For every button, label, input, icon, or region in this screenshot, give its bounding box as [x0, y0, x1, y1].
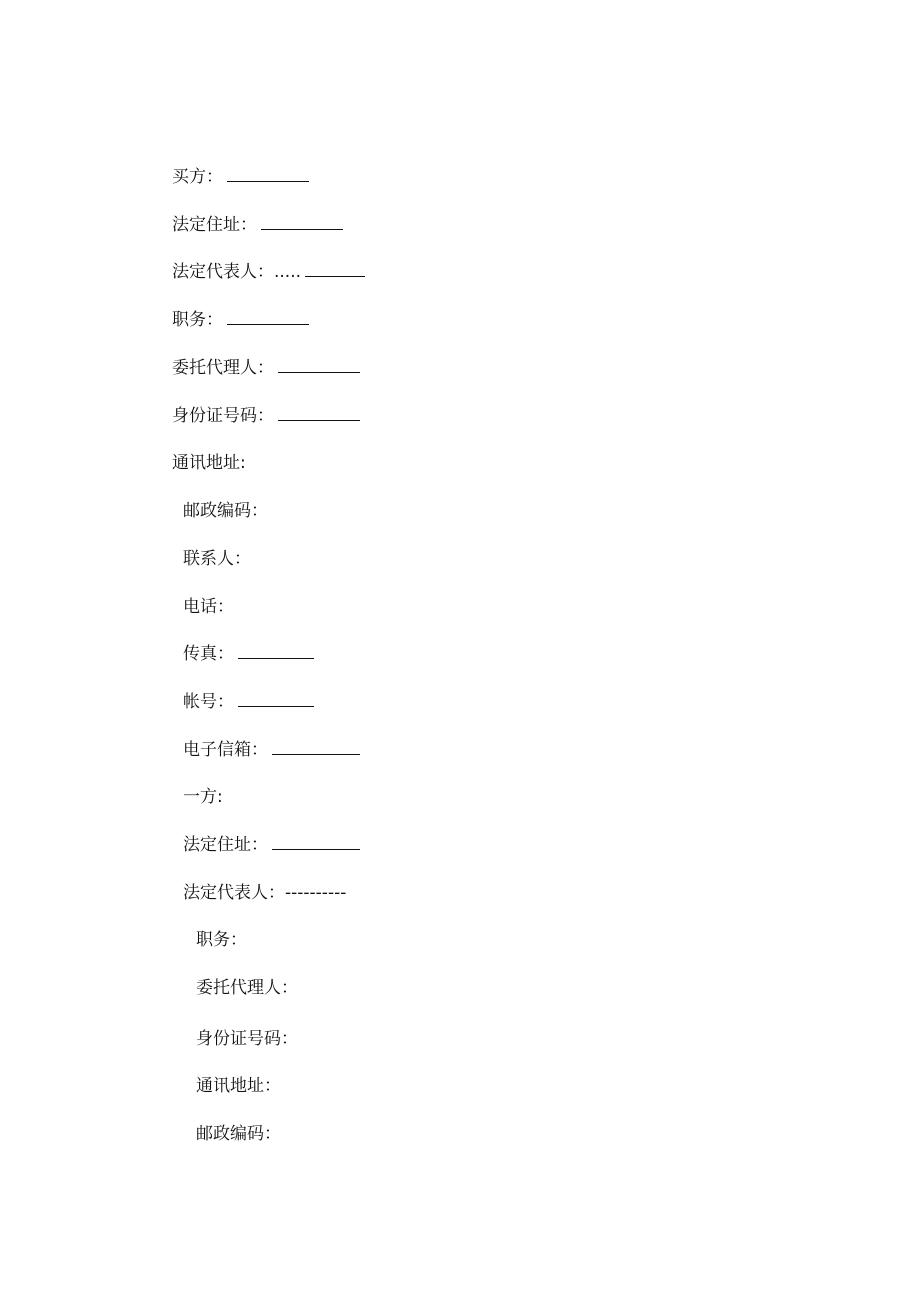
other-agent-line — [196, 977, 298, 999]
buyer-legal-rep-label: 法定代表人： — [172, 262, 274, 282]
other-legal-address-blank[interactable] — [272, 835, 360, 850]
other-legal-rep-line — [183, 882, 346, 904]
buyer-id-blank[interactable] — [278, 406, 360, 421]
buyer-mail-address-line — [172, 452, 246, 474]
other-agent-label: 委托代理人： — [196, 978, 298, 998]
buyer-account-label: 帐号： — [183, 692, 234, 712]
other-legal-address-label: 法定住址： — [183, 835, 268, 855]
buyer-agent-blank[interactable] — [278, 358, 360, 373]
other-legal-rep-dashes: ---------- — [285, 883, 347, 903]
other-position-label: 职务： — [196, 930, 247, 950]
buyer-position-line — [172, 309, 309, 331]
buyer-legal-rep-dots: ..... — [274, 262, 302, 282]
buyer-fax-label: 传真： — [183, 644, 234, 664]
buyer-phone-label: 电话： — [183, 597, 234, 617]
buyer-legal-rep-blank[interactable] — [305, 262, 365, 277]
buyer-account-blank[interactable] — [238, 692, 314, 707]
buyer-legal-address-blank[interactable] — [261, 215, 343, 230]
other-postcode-label: 邮政编码： — [196, 1124, 281, 1144]
buyer-postcode-label: 邮政编码： — [183, 501, 268, 521]
buyer-agent-line — [172, 357, 360, 379]
other-mail-address-label: 通讯地址： — [196, 1076, 281, 1096]
buyer-party-label: 买方： — [172, 167, 223, 187]
buyer-phone-line — [183, 596, 234, 618]
buyer-legal-address-label: 法定住址： — [172, 215, 257, 235]
other-legal-address-line — [183, 834, 360, 856]
buyer-postcode-line — [183, 500, 268, 522]
buyer-legal-rep-line — [172, 261, 365, 283]
buyer-email-line — [183, 739, 360, 761]
buyer-contact-label: 联系人： — [183, 549, 251, 569]
buyer-legal-address-line — [172, 214, 343, 236]
buyer-email-label: 电子信箱： — [183, 740, 268, 760]
buyer-fax-blank[interactable] — [238, 644, 314, 659]
other-party-label: 一方: — [183, 787, 223, 807]
buyer-mail-address-label: 通讯地址: — [172, 453, 246, 473]
buyer-position-label: 职务： — [172, 310, 223, 330]
buyer-email-blank[interactable] — [272, 740, 360, 755]
other-id-line — [196, 1028, 298, 1050]
buyer-party-blank[interactable] — [227, 167, 309, 182]
buyer-id-label: 身份证号码： — [172, 406, 274, 426]
other-id-label: 身份证号码： — [196, 1029, 298, 1049]
buyer-contact-line — [183, 548, 251, 570]
buyer-fax-line — [183, 643, 314, 665]
buyer-party-line — [172, 166, 309, 188]
other-party-line — [183, 786, 223, 808]
buyer-agent-label: 委托代理人： — [172, 358, 274, 378]
other-legal-rep-label: 法定代表人： — [183, 883, 285, 903]
other-mail-address-line — [196, 1075, 281, 1097]
other-position-line — [196, 929, 247, 951]
buyer-account-line — [183, 691, 314, 713]
buyer-position-blank[interactable] — [227, 310, 309, 325]
other-postcode-line — [196, 1123, 281, 1145]
buyer-id-line — [172, 405, 360, 427]
